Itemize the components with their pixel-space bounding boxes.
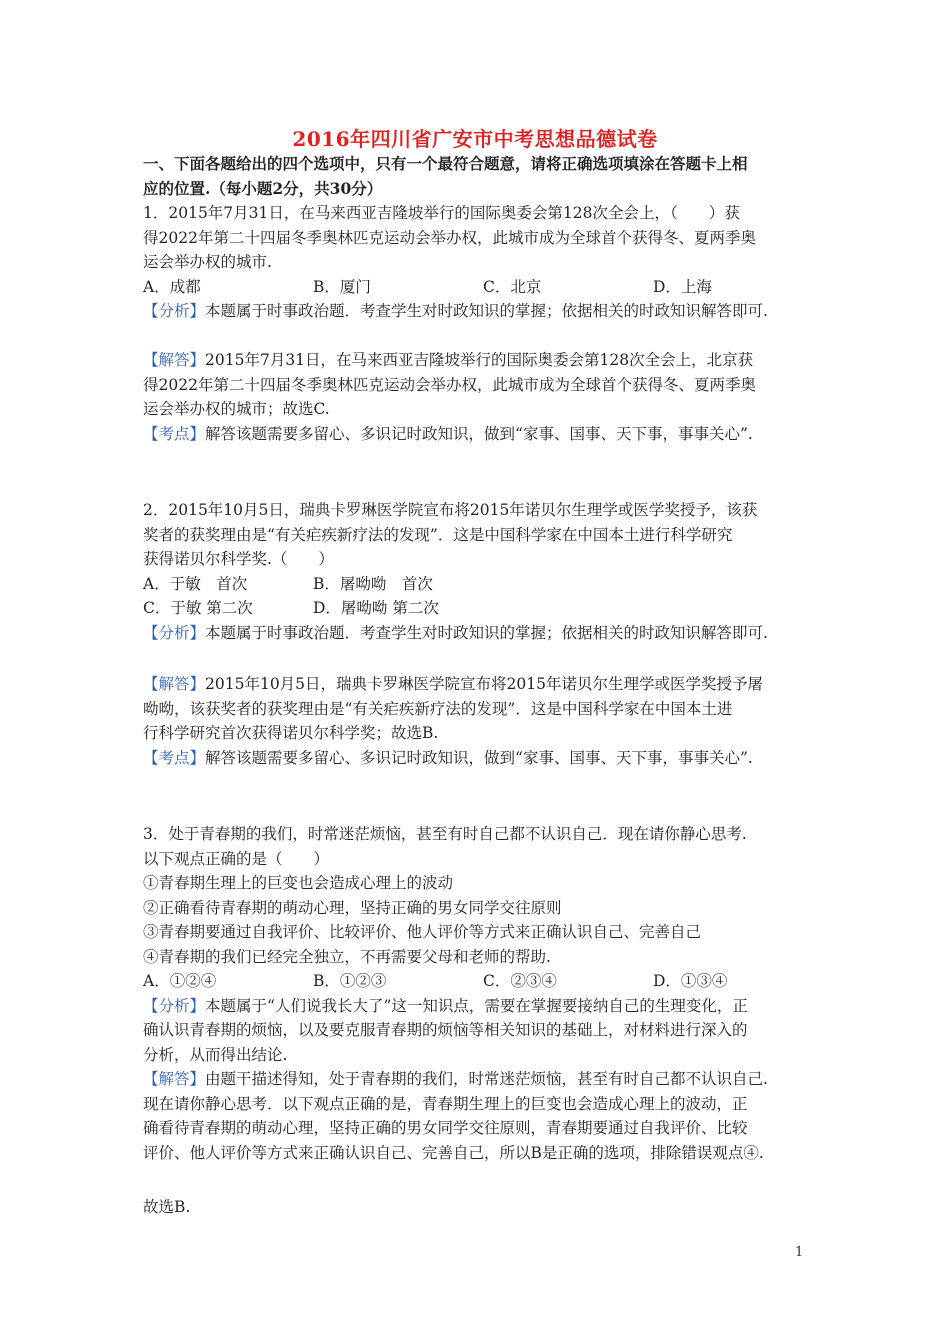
q2-option-b: B．屠呦呦 首次 [313,574,433,593]
q3-option-b: B．①②③ [313,972,387,990]
answer-tag: 【解答】 [143,675,206,693]
q3-option-c: C．②③④ [483,972,557,990]
q2-analysis [143,621,823,646]
q3-statement-2: ②正确看待青春期的萌动心理，坚持正确的男女同学交往原则 [143,898,562,917]
q2-option-a: A．于敏 首次 [143,574,248,593]
q3-answer-line-3: 确看待青春期的萌动心理，坚持正确的男女同学交往原则，青春期要通过自我评价、比较 [143,1119,748,1137]
q3-conclusion-block [143,1195,823,1220]
section-line-2: 应的位置.（每小题2分，共30分） [143,178,383,198]
q2-answer-line-1: 2015年10月5日，瑞典卡罗琳医学院宣布将2015年诺贝尔生理学或医学奖授予屠 [205,675,763,693]
q1-analysis-text: 本题属于时事政治题．考查学生对时政知识的掌握；依据相关的时政知识解答即可. [205,302,768,320]
section-line-1: 一、下面各题给出的四个选项中，只有一个最符合题意，请将正确选项填涂在答题卡上相 [143,154,748,173]
q3-answer-line-1: 由题干描述得知，处于青春期的我们，时常迷茫烦恼，甚至有时自己都不认识自己. [205,1070,768,1088]
q1-analysis [143,299,823,324]
q3-statement-3: ③青春期要通过自我评价、比较评价、他人评价等方式来正确认识自己、完善自己 [143,923,702,941]
question-2 [143,498,823,645]
point-tag: 【考点】 [143,424,206,443]
q1-answer-line-1: 2015年7月31日，在马来西亚吉隆坡举行的国际奥委会第128次全会上，北京获 [205,351,754,369]
q2-answer-line-2: 呦呦，该获奖者的获奖理由是“有关疟疾新疗法的发现”．这是中国科学家在中国本土进 [143,699,733,718]
answer-tag: 【解答】 [143,1070,206,1088]
q3-stem-line-1: 3．处于青春期的我们，时常迷茫烦恼，甚至有时自己都不认识自己．现在请你静心思考. [143,825,747,843]
q3-options [143,969,823,994]
q1-option-c: C．北京 [483,277,542,296]
q1-answer-line-3: 运会举办权的城市；故选C. [143,400,330,418]
q3-stem-line-2: 以下观点正确的是（ ） [143,849,330,868]
q1-answer-line-2: 得2022年第二十四届冬季奥林匹克运动会举办权，此城市成为全球首个获得冬、夏两季奥 [143,375,756,394]
q3-answer-line-2: 现在请你静心思考．以下观点正确的是，青春期生理上的巨变也会造成心理上的波动，正 [143,1094,748,1113]
q3-option-a: A．①②④ [143,972,217,990]
page-number: 1 [795,1245,804,1260]
q2-stem-line-2: 奖者的获奖理由是“有关疟疾新疗法的发现”．这是中国科学家在中国本土进行科学研究 [143,525,733,544]
q1-options [143,275,823,300]
q3-answer-line-4: 评价、他人评价等方式来正确认识自己、完善自己，所以B是正确的选项，排除错误观点④. [143,1143,764,1162]
q3-statement-1: ①青春期生理上的巨变也会造成心理上的波动 [143,874,454,892]
q3-analysis-line-3: 分析，从而得出结论. [143,1045,288,1064]
question-3 [143,822,823,1165]
exam-title: 2016年四川省广安市中考思想品德试卷 [292,127,658,151]
q1-stem-line-3: 运会举办权的城市. [143,253,272,271]
section-instructions [143,152,813,201]
q1-option-b: B．厦门 [313,277,371,296]
q3-statement-4: ④青春期的我们已经完全独立，不再需要父母和老师的帮助. [143,947,551,966]
q3-analysis-line-1: 本题属于“人们说我长大了”这一知识点，需要在掌握要接纳自己的生理变化，正 [205,996,748,1015]
q2-options-row-1 [143,572,823,597]
q3-option-d: D．①③④ [653,972,728,990]
q2-option-c: C．于敏 第二次 [143,599,253,617]
analysis-tag: 【分析】 [143,623,206,642]
q2-options-row-2 [143,596,823,621]
answer-tag: 【解答】 [143,351,206,369]
q2-stem-line-1: 2．2015年10月5日，瑞典卡罗琳医学院宣布将2015年诺贝尔生理学或医学奖授予，该获 [143,501,758,519]
analysis-tag: 【分析】 [143,996,206,1015]
question-1 [143,201,823,324]
analysis-tag: 【分析】 [143,302,206,320]
q2-answer [143,672,823,770]
q1-stem-line-2: 得2022年第二十四届冬季奥林匹克运动会举办权，此城市成为全球首个获得冬、夏两季奥 [143,228,756,247]
q2-analysis-text: 本题属于时事政治题．考查学生对时政知识的掌握；依据相关的时政知识解答即可. [205,623,768,642]
q2-point-text: 解答该题需要多留心、多识记时政知识，做到“家事、国事、天下事，事事关心”. [205,748,753,767]
q2-stem-line-3: 获得诺贝尔科学奖.（ ） [143,550,334,568]
q2-option-d: D．屠呦呦 第二次 [313,599,439,617]
q1-option-a: A．成都 [143,277,201,296]
q1-answer [143,348,823,446]
q1-point-text: 解答该题需要多留心、多识记时政知识，做到“家事、国事、天下事，事事关心”. [205,424,753,443]
point-tag: 【考点】 [143,748,206,767]
q1-option-d: D．上海 [653,277,712,296]
q1-stem-line-1: 1．2015年7月31日，在马来西亚吉隆坡举行的国际奥委会第128次全会上，（ ）获 [143,204,740,222]
q2-answer-line-3: 行科学研究首次获得诺贝尔科学奖；故选B. [143,724,439,742]
q3-analysis-line-2: 确认识青春期的烦恼，以及要克服青春期的烦恼等相关知识的基础上，对材料进行深入的 [143,1021,748,1039]
q3-conclusion: 故选B. [143,1198,191,1216]
